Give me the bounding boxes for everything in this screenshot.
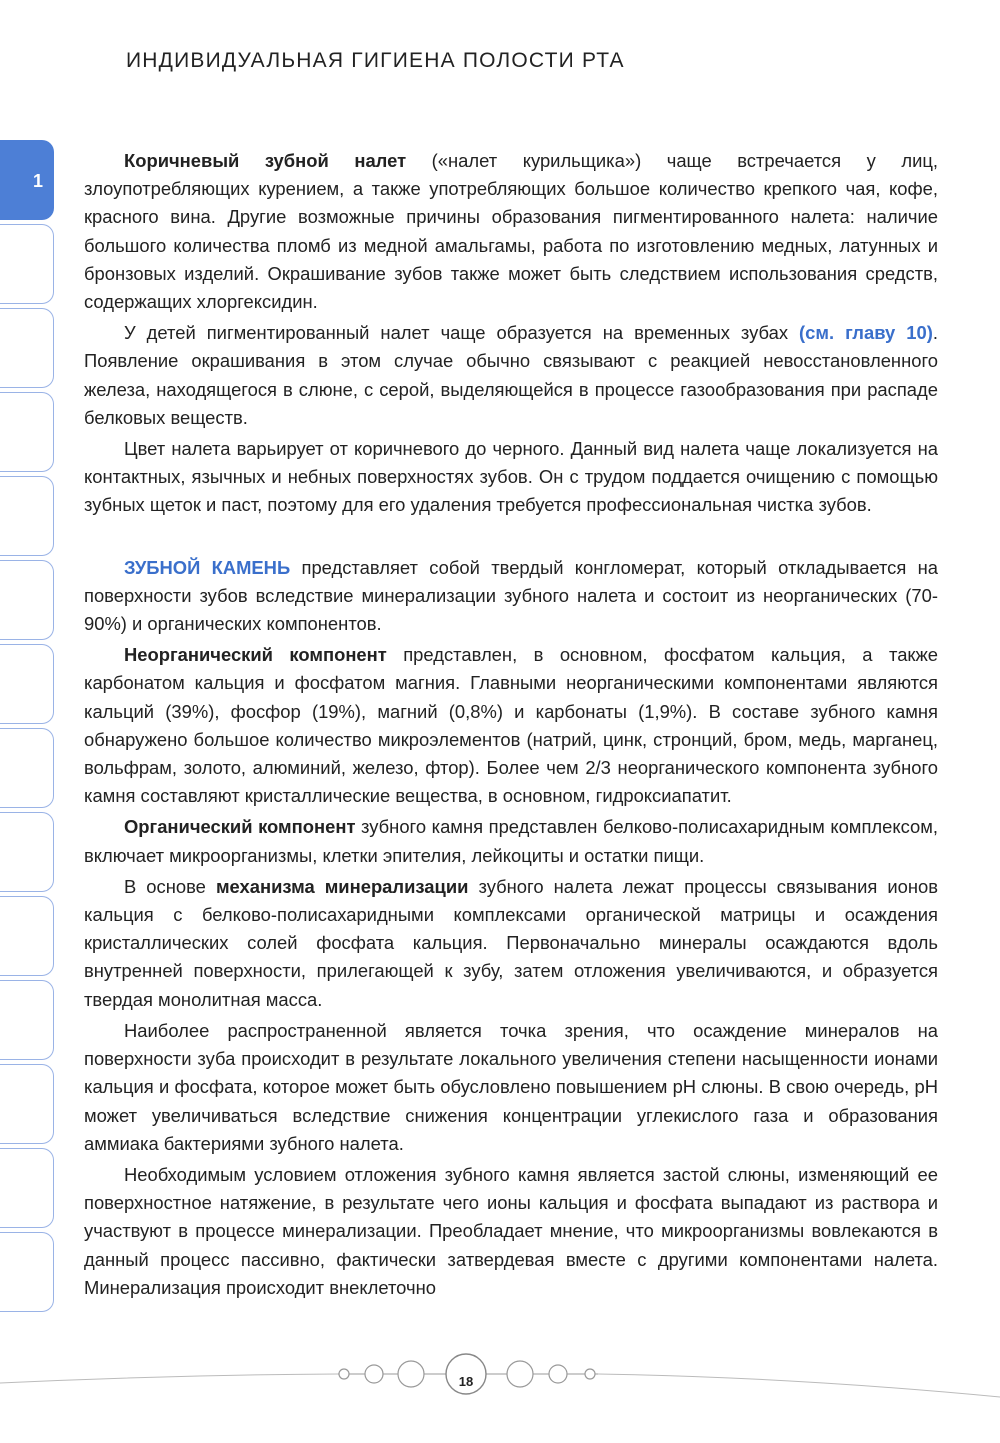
paragraph-calculus: ЗУБНОЙ КАМЕНЬ представляет собой твердый конгломерат, который откладывается на поверхности зубов вследствие минерализации зубного налета и состоит из неорганических (70-90%) и органических компонентов. (84, 556, 939, 635)
term-mechanism: механизма минерализации (215, 875, 469, 897)
chapter-tab[interactable] (0, 308, 54, 388)
paragraph-organic: Органический компонент зубного камня представлен белково-полисахаридным комплексом, включает микроорганизмы, клетки эпителия, лейкоциты и остатки пищи. (84, 816, 938, 866)
page-header: ИНДИВИДУАЛЬНАЯ ГИГИЕНА ПОЛОСТИ РТА (126, 49, 625, 72)
chapter-tab-active[interactable] (0, 140, 54, 220)
chapter-tab[interactable] (0, 224, 54, 304)
term-organic: Органический компонент (124, 816, 356, 838)
chapter-tab[interactable] (0, 644, 54, 724)
chapter-reference-link[interactable]: (см. главу 10) (799, 322, 933, 344)
paragraph-saliva: Необходимым условием отложения зубного камня является застой слюны, изменяющий ее поверхностное натяжение, в результате чего ионы кальция и фосфата выпадают из раствора и участвуют в процессе минерализации. Преобладает мнение, что микроорганизмы вовлекаются в данный процесс пассивно, фактически затвердевая вместе с другими компонентами налета. Минерализация происходит внеклеточно (84, 1163, 938, 1298)
paragraph-ph: Наиболее распространенной является точка зрения, что осаждение минералов на поверхности зуба происходит в результате локального увеличения степени насыщенности ионами кальция и фосфата, которое может быть обусловлено повышением pH слюны. В свою очередь, pH может увеличиваться вследствие снижения концентрации углекислого газа и образования аммиака бактериями зубного налета. (84, 1019, 938, 1154)
paragraph-inorganic: Неорганический компонент представлен, в основном, фосфатом кальция, а также карбонатом кальция и фосфатом магния. Главными неорганическими компонентами являются кальций (39%), фосфор (19%), магний (0,8%) и карбонаты (1,9%). В составе зубного камня обнаружено большое количество микроэлементов (натрий, цинк, стронций, бром, медь, марганец, вольфрам, золото, алюминий, железо, фтор). Более чем 2/3 неорганического компонента зубного камня составляют кристаллические вещества, в основном, гидроксиапатит. (84, 644, 938, 807)
paragraph-children: У детей пигментированный налет чаще образуется на временных зубах (см. главу 10). Появление окрашивания в этом случае обычно связывают с реакцией невосстановленного железа, находящегося в слюне, с серой, выделяющейся в процессе газообразования при распаде белковых веществ. (84, 322, 938, 428)
term-inorganic: Неорганический компонент (124, 644, 387, 666)
chapter-tab[interactable] (0, 476, 54, 556)
body-text (84, 147, 938, 1302)
chapter-tab[interactable] (0, 728, 54, 808)
chapter-tab[interactable] (0, 980, 54, 1060)
chapter-tab[interactable] (0, 392, 54, 472)
chapter-tab[interactable] (0, 560, 54, 640)
section-heading-calculus: ЗУБНОЙ КАМЕНЬ (124, 556, 291, 578)
chapter-tab[interactable] (0, 896, 54, 976)
chapter-tab[interactable] (0, 1064, 54, 1144)
paragraph-plaque-color: Цвет налета варьирует от коричневого до черного. Данный вид налета чаще локализуется на контактных, язычных и небных поверхностях зубов. Он с трудом поддается очищению с помощью зубных щеток и паст, поэтому для его удаления требуется профессиональная чистка зубов. (84, 438, 938, 516)
chapter-tab[interactable] (0, 1148, 54, 1228)
paragraph-brown-plaque: Коричневый зубной налет («налет курильщика») чаще встречается у лиц, злоупотребляющих курением, а также употребляющих большое количество крепкого чая, кофе, красного вина. Другие возможные причины образования пигментированного налета: наличие большого количества пломб из медной амальгамы, работа по изготовлению медных, латунных и бронзовых изделий. Окрашивание зубов также может быть следствием использования средств, содержащих хлоргексидин. (84, 150, 939, 313)
term-brown-plaque: Коричневый зубной налет (124, 150, 407, 171)
chapter-tab[interactable] (0, 812, 54, 892)
footer-ornament (0, 1345, 1000, 1405)
chapter-number: 1 (32, 171, 44, 191)
paragraph-mechanism: В основе механизма минерализации зубного налета лежат процессы связывания ионов кальция с белково-полисахаридными комплексами органической матрицы и осаждения кристаллических солей фосфата кальция. Первоначально минералы осаждаются вдоль внутренней поверхности, прилегающей к зубу, затем отложения увеличиваются, и образуется твердая монолитная масса. (84, 875, 938, 1010)
chapter-tab[interactable] (0, 1232, 54, 1312)
